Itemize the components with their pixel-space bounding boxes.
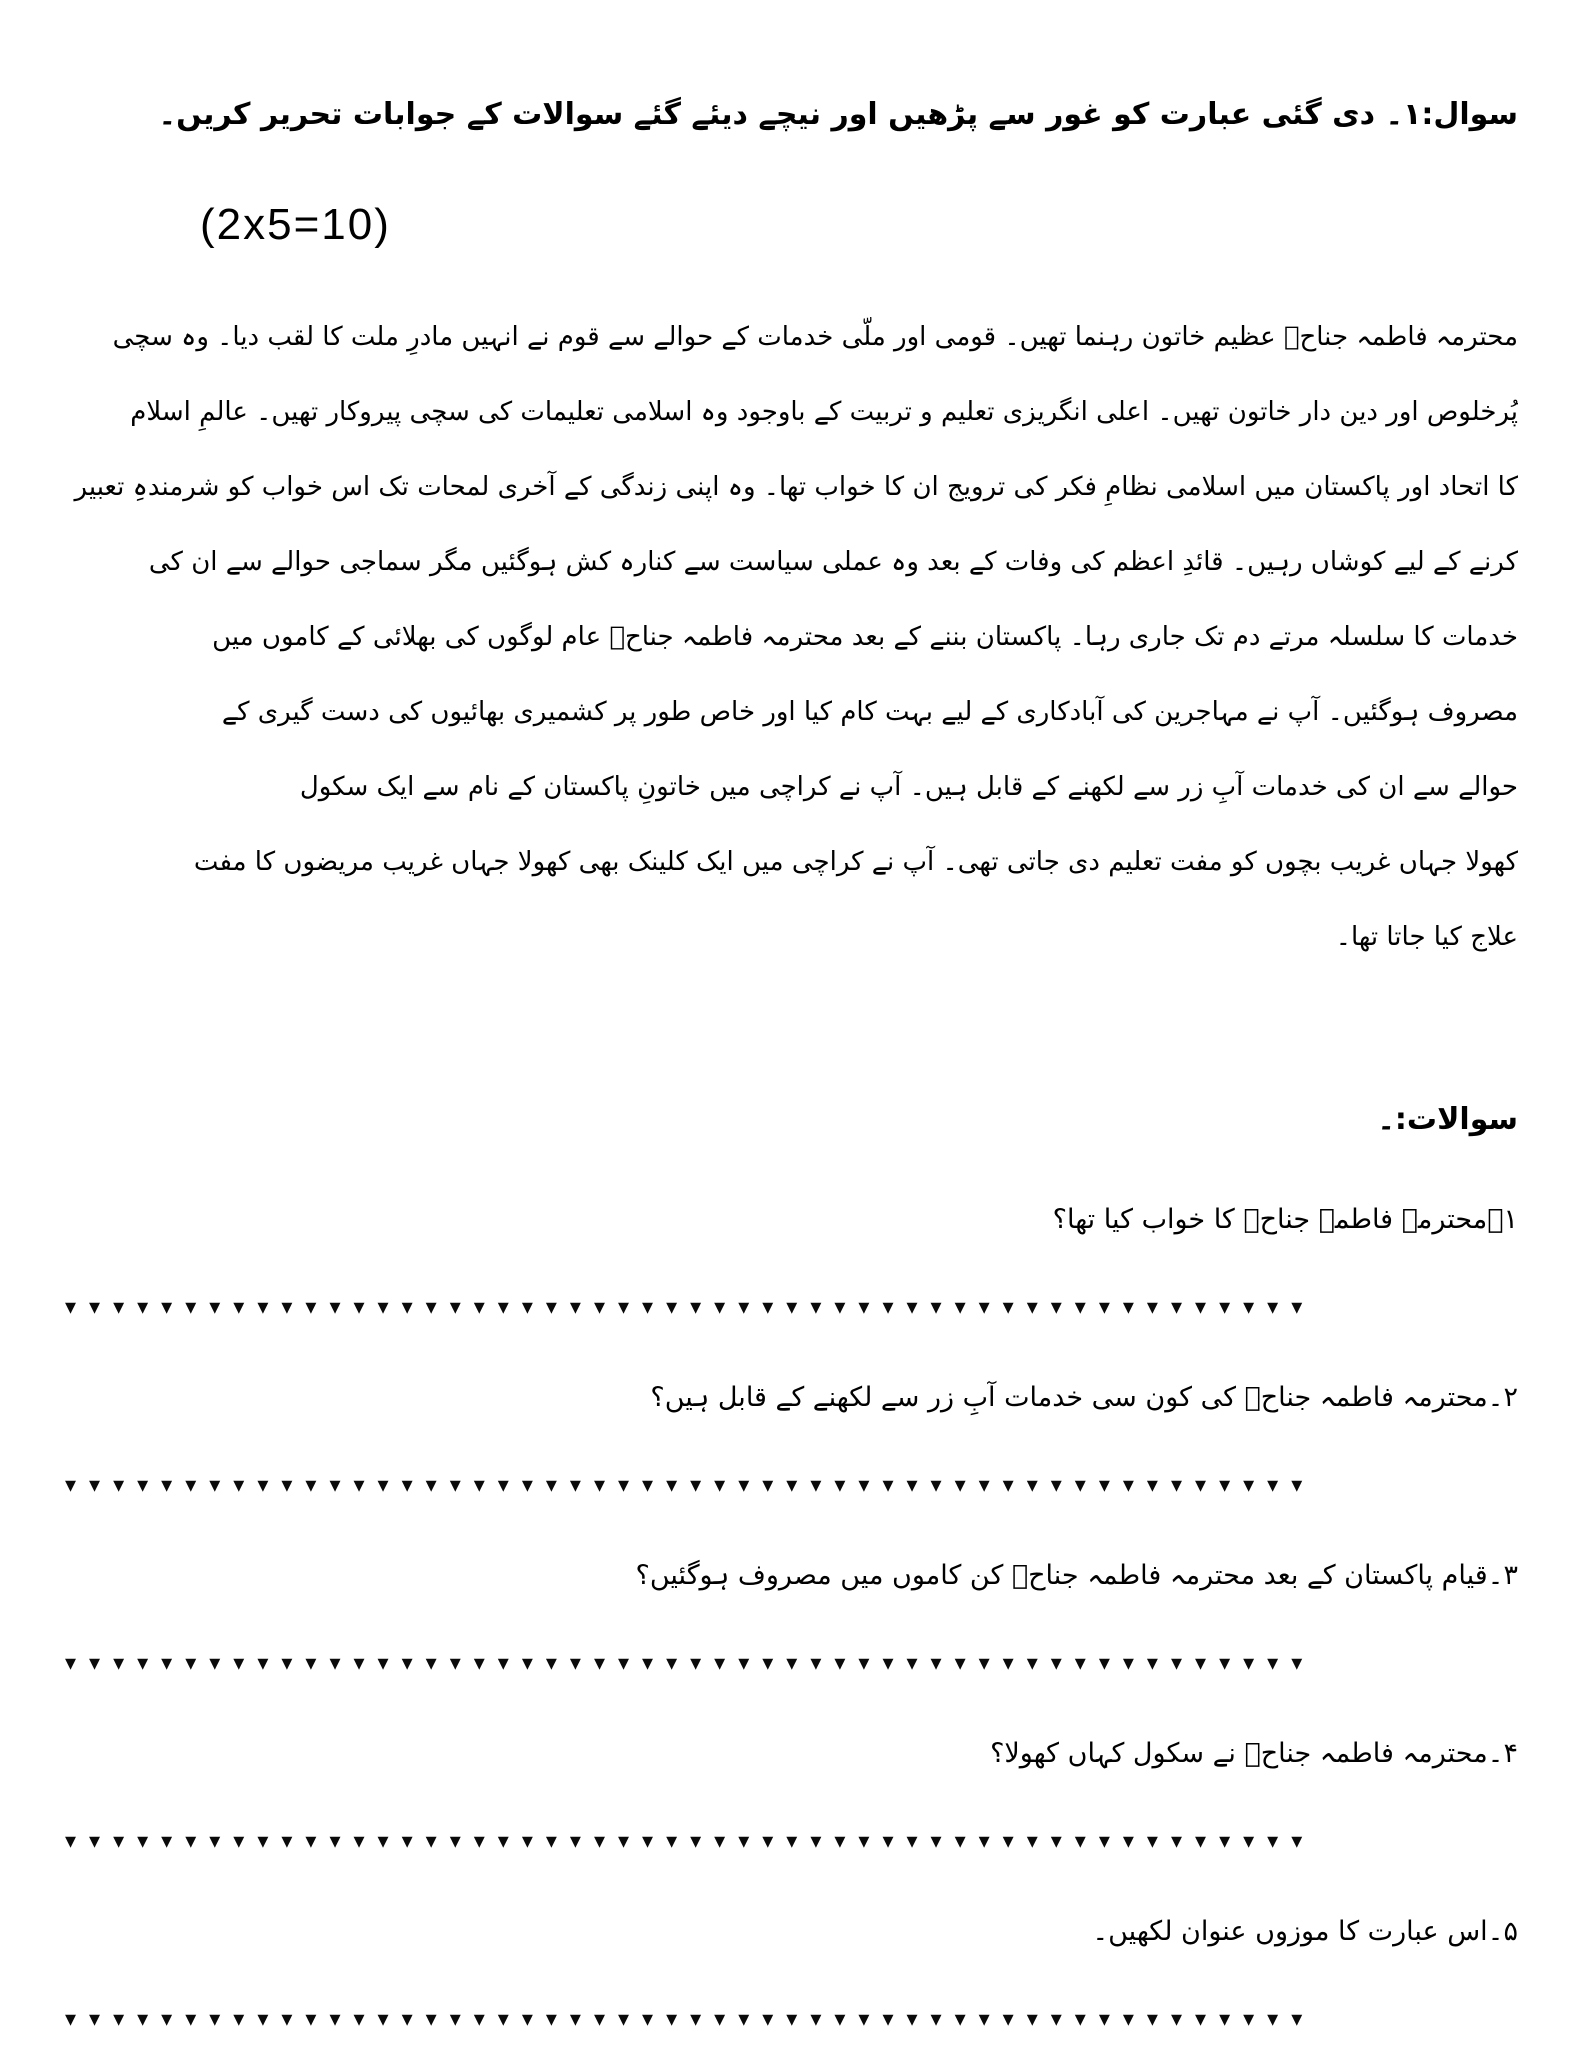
answer-blank-line-4: ▾▾▾▾▾▾▾▾▾▾▾▾▾▾▾▾▾▾▾▾▾▾▾▾▾▾▾▾▾▾▾▾▾▾▾▾▾▾▾▾▾▾▾▾▾▾▾▾▾▾▾▾	[65, 1829, 1316, 1854]
passage-line: کرنے کے لیے کوشاں رہیں۔ قائدِ اعظم کی وفات کے بعد وہ عملی سیاست سے کنارہ کش ہوگئیں مگر سماجی حوالے سے ان کی	[148, 547, 1518, 577]
exam-instruction: سوال:۱۔ دی گئی عبارت کو غور سے پڑھیں اور نیچے دیئے گئے سوالات کے جوابات تحریر کریں۔	[158, 97, 1518, 132]
answer-blank-line-3: ▾▾▾▾▾▾▾▾▾▾▾▾▾▾▾▾▾▾▾▾▾▾▾▾▾▾▾▾▾▾▾▾▾▾▾▾▾▾▾▾▾▾▾▾▾▾▾▾▾▾▾▾	[65, 1651, 1316, 1676]
passage-line: کا اتحاد اور پاکستان میں اسلامی نظامِ فکر کی ترویج ان کا خواب تھا۔ وہ اپنی زندگی کے آخری لمحات تک اس خواب کو شرمندہِ تعبیر	[74, 472, 1518, 502]
passage	[65, 300, 1518, 975]
question-4: ۴۔محترمہ فاطمہ جناحؒ نے سکول کہاں کھولا؟	[990, 1738, 1518, 1769]
question-5: ۵۔اس عبارت کا موزوں عنوان لکھیں۔	[1092, 1916, 1518, 1947]
passage-line: مصروف ہوگئیں۔ آپ نے مہاجرین کی آبادکاری کے لیے بہت کام کیا اور خاص طور پر کشمیری بھائیوں کی دست گیری کے	[221, 697, 1518, 727]
passage-line: محترمہ فاطمہ جناحؒ عظیم خاتون رہنما تھیں۔ قومی اور ملّی خدمات کے حوالے سے قوم نے انہیں مادرِ ملت کا لقب دیا۔ وہ سچی	[112, 322, 1518, 352]
passage-line: پُرخلوص اور دین دار خاتون تھیں۔ اعلی انگریزی تعلیم و تربیت کے باوجود وہ اسلامی تعلیمات کی سچی پیروکار تھیں۔ عالمِ اسلام	[130, 397, 1518, 427]
passage-line: علاج کیا جاتا تھا۔	[1335, 922, 1518, 952]
passage-line: حوالے سے ان کی خدمات آبِ زر سے لکھنے کے قابل ہیں۔ آپ نے کراچی میں خاتونِ پاکستان کے نام سے ایک سکول	[299, 772, 1518, 802]
questions-heading: سوالات:۔	[1377, 1102, 1518, 1137]
question-1: ۱۔محترمہ فاطمہ جناحؒ کا خواب کیا تھا؟	[1052, 1204, 1518, 1235]
marks-value: (2x5=10)	[200, 200, 391, 249]
passage-line: خدمات کا سلسلہ مرتے دم تک جاری رہا۔ پاکستان بننے کے بعد محترمہ فاطمہ جناحؒ عام لوگوں کی بھلائی کے کاموں میں	[212, 622, 1518, 652]
question-3: ۳۔قیام پاکستان کے بعد محترمہ فاطمہ جناحؒ کن کاموں میں مصروف ہوگئیں؟	[635, 1560, 1518, 1591]
question-2: ۲۔محترمہ فاطمہ جناحؒ کی کون سی خدمات آبِ زر سے لکھنے کے قابل ہیں؟	[650, 1382, 1518, 1413]
answer-blank-line-2: ▾▾▾▾▾▾▾▾▾▾▾▾▾▾▾▾▾▾▾▾▾▾▾▾▾▾▾▾▾▾▾▾▾▾▾▾▾▾▾▾▾▾▾▾▾▾▾▾▾▾▾▾	[65, 1473, 1316, 1498]
answer-blank-line-5: ▾▾▾▾▾▾▾▾▾▾▾▾▾▾▾▾▾▾▾▾▾▾▾▾▾▾▾▾▾▾▾▾▾▾▾▾▾▾▾▾▾▾▾▾▾▾▾▾▾▾▾▾	[65, 2007, 1316, 2032]
answer-blank-line-1: ▾▾▾▾▾▾▾▾▾▾▾▾▾▾▾▾▾▾▾▾▾▾▾▾▾▾▾▾▾▾▾▾▾▾▾▾▾▾▾▾▾▾▾▾▾▾▾▾▾▾▾▾	[65, 1295, 1316, 1320]
passage-line: کھولا جہاں غریب بچوں کو مفت تعلیم دی جاتی تھی۔ آپ نے کراچی میں ایک کلینک بھی کھولا جہاں غریب مریضوں کا مفت	[193, 847, 1518, 877]
